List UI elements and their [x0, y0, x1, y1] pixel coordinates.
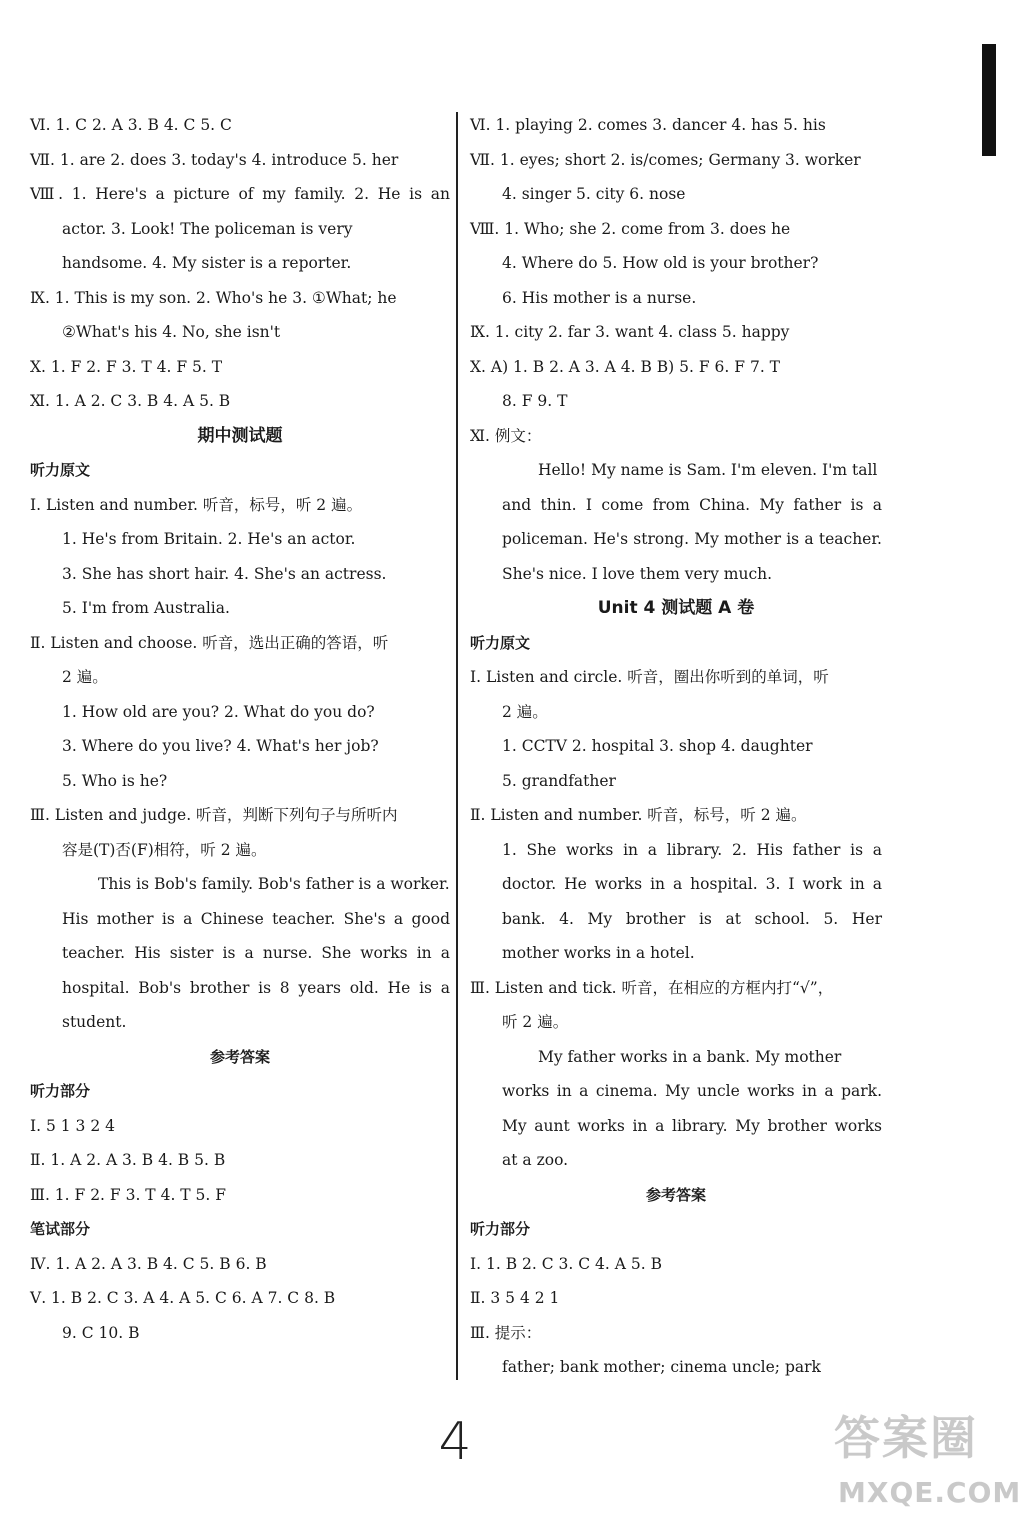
page-number: 4 [438, 1412, 472, 1472]
text-line: Ⅲ. 提示： [470, 1323, 542, 1342]
text-line: Ⅸ. 1. This is my son. 2. Who's he 3. ①What; he [30, 288, 397, 307]
text-line: Ⅱ. 1. A 2. A 3. B 4. B 5. B [30, 1151, 226, 1169]
text-line: Ⅱ. Listen and number. 听音，标号，听 2 遍。 [470, 806, 807, 824]
text-line: Ⅱ. Listen and choose. 听音，选出正确的答语，听 [30, 633, 389, 652]
text-line: Ⅰ. 5 1 3 2 4 [30, 1116, 115, 1135]
text-line: 2 遍。 [502, 702, 548, 721]
text-line: bank. 4. My brother is at school. 5. Her [502, 909, 882, 928]
text-line: 听 2 遍。 [502, 1013, 569, 1031]
text-line: Ⅸ. 1. city 2. far 3. want 4. class 5. happy [470, 323, 790, 341]
text-line: works in a cinema. My uncle works in a park. [502, 1082, 882, 1100]
text-line: 3. She has short hair. 4. She's an actress. [62, 564, 387, 583]
text-line: policeman. He's strong. My mother is a teacher. [502, 530, 882, 548]
text-line: Ⅴ. 1. B 2. C 3. A 4. A 5. C 6. A 7. C 8. B [30, 1289, 336, 1307]
text-line: Ⅺ. 1. A 2. C 3. B 4. A 5. B [30, 392, 231, 410]
text-line: 5. grandfather [502, 771, 616, 790]
text-line: doctor. He works in a hospital. 3. I work in a [502, 875, 882, 893]
text-line: and thin. I come from China. My father is a [502, 495, 882, 514]
text-line: 1. He's from Britain. 2. He's an actor. [62, 530, 356, 548]
watermark-logo [834, 1402, 1021, 1514]
text-line: Ⅶ. 1. are 2. does 3. today's 4. introduce 5. her [30, 150, 399, 169]
text-line: Ⅲ. 1. F 2. F 3. T 4. T 5. F [30, 1185, 227, 1204]
text-line: actor. 3. Look! The policeman is very [62, 219, 353, 238]
text-line: 1. She works in a library. 2. His father is a [502, 840, 882, 859]
text-line: This is Bob's family. Bob's father is a worker. [98, 875, 450, 893]
text-line: Ⅶ. 1. eyes; short 2. is/comes; Germany 3. worker [470, 150, 861, 169]
text-line: My aunt works in a library. My brother works [502, 1116, 882, 1135]
text-line: 容是(T)否(F)相符，听 2 遍。 [62, 840, 267, 859]
section-title: 期中测试题 [197, 425, 283, 446]
text-line: 6. His mother is a nurse. [502, 288, 697, 307]
part-heading: 听力原文 [470, 633, 531, 652]
text-line: 1. CCTV 2. hospital 3. shop 4. daughter [502, 737, 813, 755]
watermark-url: MXQE.COM [838, 1476, 1021, 1509]
text-line: Ⅲ. Listen and tick. 听音，在相应的方框内打“√”， [470, 978, 834, 997]
text-line: Ⅵ. 1. C 2. A 3. B 4. C 5. C [30, 116, 232, 134]
text-line: Ⅺ. 例文： [470, 426, 542, 445]
text-line: My father works in a bank. My mother [538, 1047, 842, 1066]
column-divider [456, 112, 458, 1380]
answer-heading: 参考答案 [645, 1185, 706, 1204]
text-line: His mother is a Chinese teacher. She's a good [62, 909, 450, 928]
text-line: ②What's his 4. No, she isn't [62, 323, 281, 341]
right-column [470, 108, 882, 1385]
section-title: Unit 4 测试题 A 卷 [597, 598, 755, 618]
part-heading: 听力部分 [470, 1220, 531, 1238]
text-line: father; bank mother; cinema uncle; park [502, 1358, 821, 1376]
text-line: 4. singer 5. city 6. nose [502, 185, 686, 203]
watermark-text: 答案圈 [834, 1411, 978, 1465]
left-column [30, 108, 450, 1350]
text-line: hospital. Bob's brother is 8 years old. He is a [62, 978, 450, 997]
text-line: student. [62, 1013, 127, 1031]
text-line: Ⅲ. Listen and judge. 听音，判断下列句子与所听内 [30, 806, 398, 824]
answer-heading: 参考答案 [209, 1047, 270, 1066]
text-line: Ⅰ. Listen and number. 听音，标号，听 2 遍。 [30, 495, 363, 514]
text-line: Ⅱ. 3 5 4 2 1 [470, 1289, 560, 1307]
text-line: handsome. 4. My sister is a reporter. [62, 254, 352, 272]
text-line: 2 遍。 [62, 668, 108, 686]
text-line: 3. Where do you live? 4. What's her job? [62, 737, 379, 755]
text-line: 4. Where do 5. How old is your brother? [502, 254, 819, 272]
text-line: Ⅰ. Listen and circle. 听音，圈出你听到的单词，听 [470, 668, 829, 686]
text-line: mother works in a hotel. [502, 944, 695, 962]
part-heading: 听力部分 [30, 1082, 91, 1100]
text-line: 9. C 10. B [62, 1323, 140, 1342]
part-heading: 笔试部分 [30, 1220, 91, 1238]
text-line: Ⅹ. 1. F 2. F 3. T 4. F 5. T [30, 357, 223, 376]
text-line: teacher. His sister is a nurse. She works in a [62, 944, 450, 962]
edge-tab-marker [982, 44, 996, 156]
text-line: She's nice. I love them very much. [502, 564, 773, 583]
text-line: 5. Who is he? [62, 771, 168, 790]
text-line: Ⅰ. 1. B 2. C 3. C 4. A 5. B [470, 1254, 662, 1273]
text-line: at a zoo. [502, 1151, 569, 1169]
text-line: Ⅵ. 1. playing 2. comes 3. dancer 4. has 5. his [470, 116, 826, 134]
text-line: 8. F 9. T [502, 392, 568, 410]
text-line: 1. How old are you? 2. What do you do? [62, 702, 375, 721]
text-line: Ⅷ. 1. Who; she 2. come from 3. does he [470, 219, 791, 238]
text-line: Hello! My name is Sam. I'm eleven. I'm tall [538, 461, 878, 479]
text-line: 5. I'm from Australia. [62, 599, 230, 617]
text-line: Ⅳ. 1. A 2. A 3. B 4. C 5. B 6. B [30, 1254, 267, 1273]
part-heading: 听力原文 [30, 461, 91, 479]
text-line: Ⅹ. A) 1. B 2. A 3. A 4. B B) 5. F 6. F 7. T [470, 357, 781, 376]
text-line: Ⅷ. 1. Here's a picture of my family. 2. He is an [30, 185, 450, 203]
